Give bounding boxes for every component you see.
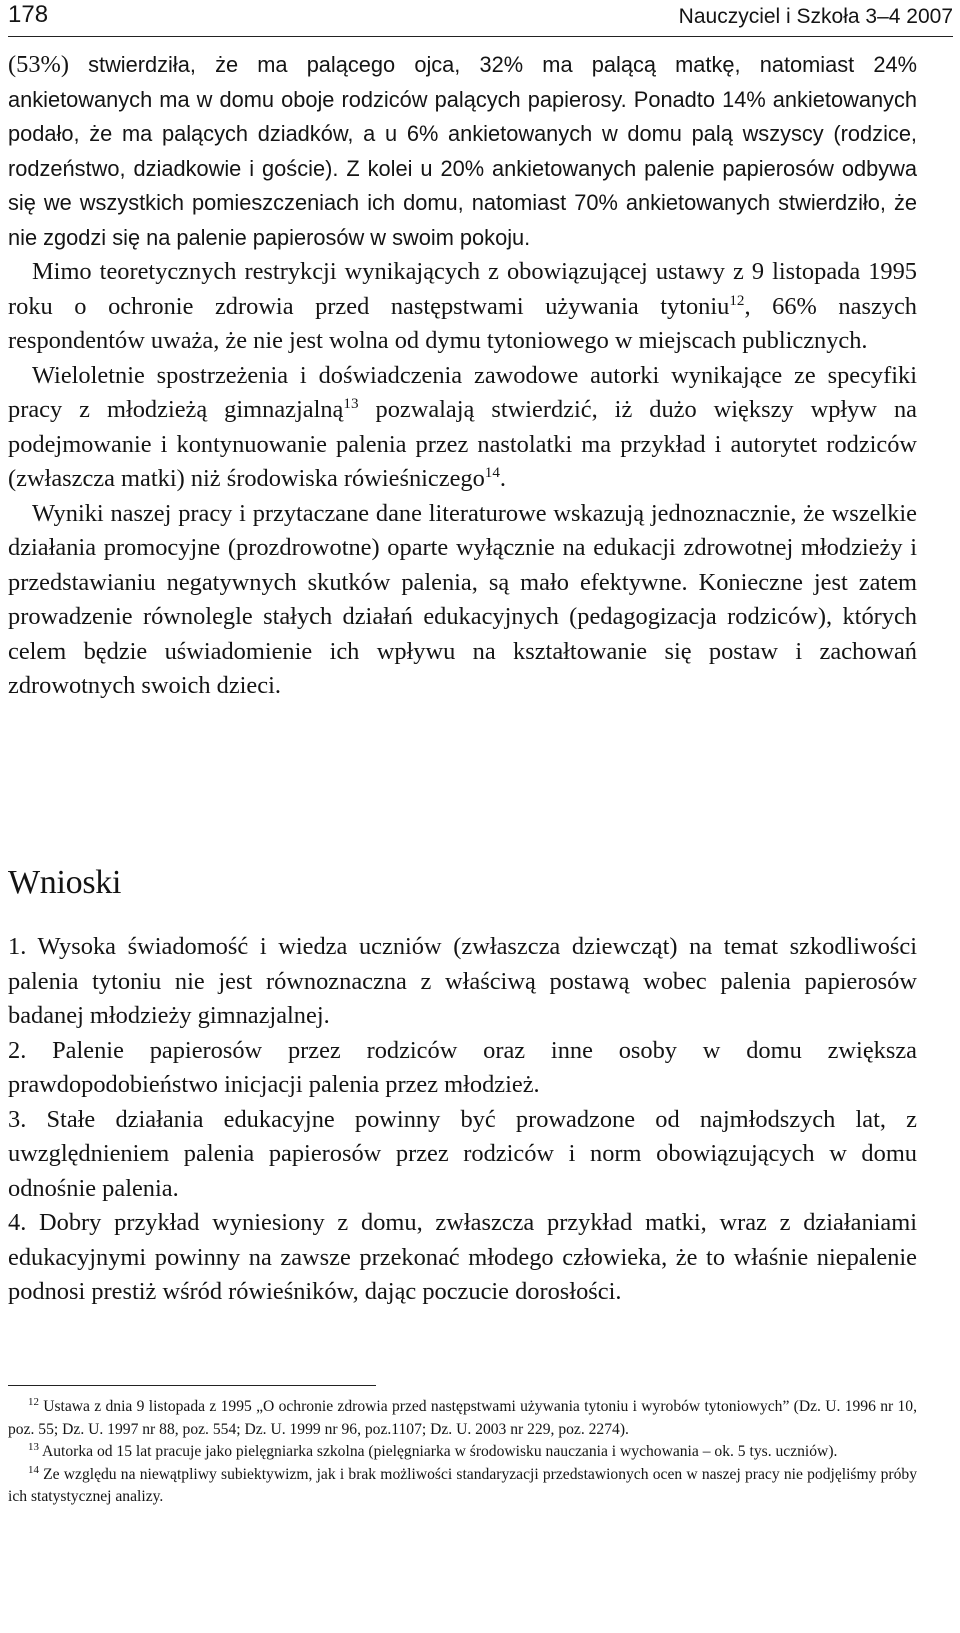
journal-title: Nauczyciel i Szkoła 3–4 2007 <box>678 5 953 28</box>
footnote-12 <box>8 1396 917 1441</box>
footnote-14 <box>8 1464 917 1509</box>
paragraph-1-rest: Ponadto 14% ankietowanych podało, że ma palących dziadków, a u 6% ankietowanych w domu palą wszyscy (rodzice, rodzeństwo, dziadkowie i goście). Z kolei u 20% ankietowanych palenie papierosów odbywa się we wszystkich pomieszczeniach ich domu, natomiast 70% ankietowanych stwierdziło, że nie zgodzi się na palenie papierosów w swoim pokoju. <box>8 86 917 250</box>
paragraph-3-text-c: . <box>499 465 507 492</box>
conclusions-list <box>8 930 917 1310</box>
footnote-ref-13[interactable]: 13 <box>343 395 359 412</box>
paragraph-4: Wyniki naszej pracy i przytaczane dane literaturowe wskazują jednoznacznie, że wszelkie działania promocyjne (prozdrowotne) oparte wyłącznie na edukacji zdrowotnej młodzieży i przedstawianiu negatywnych skutków palenia, są mało efektywne. Konieczne jest zatem prowadzenie równolegle stałych działań edukacyjnych (pedagogizacja rodziców), których celem będzie uświadomienie ich wpływu na kształtowanie się postaw i zachowań zdrowotnych swoich dzieci. <box>8 499 917 699</box>
page-number: 178 <box>8 1 49 28</box>
footnote-number: 14 <box>28 1463 39 1476</box>
paragraph-2-text-b: , 66% naszych respondentów uważa, że nie jest wolna od dymu tytoniowego w miejscach publicznych. <box>8 292 917 354</box>
paragraph-2 <box>8 255 917 359</box>
paragraph-2-text-a: Mimo teoretycznych restrykcji wynikających z obowiązującej ustawy z 9 listopada 1995 roku o ochronie zdrowia przed następstwami używania tytoniu <box>8 258 917 320</box>
footnotes <box>8 1396 917 1509</box>
paragraph-1-lead: (53%) <box>8 51 69 78</box>
footnote-13 <box>8 1441 917 1464</box>
footnote-number: 13 <box>28 1440 39 1453</box>
body-text <box>8 48 917 704</box>
footnote-ref-14[interactable]: 14 <box>484 464 500 481</box>
conclusion-item-1: 1. Wysoka świadomość i wiedza uczniów (zwłaszcza dziewcząt) na temat szkodliwości palenia tytoniu nie jest równoznaczna z właściwą postawą wobec palenia papierosów badanej młodzieży gimnazjalnej. <box>8 933 917 1029</box>
paragraph-1 <box>8 48 917 255</box>
paragraph-3-text-a: Wieloletnie spostrzeżenia i doświadczenia zawodowe autorki wynikające ze specyfiki pracy z młodzieżą gimnazjalną <box>8 361 917 423</box>
footnote-text: Ustawa z dnia 9 listopada z 1995 „O ochronie zdrowia przed następstwami używania tytoniu i wyrobów tytoniowych” (Dz. U. 1996 nr 10, poz. 55; Dz. U. 1997 nr 88, poz. 554; Dz. U. 1999 nr 96, poz.1107; Dz. U. 2003 nr 229, poz. 2274). <box>8 1398 917 1438</box>
conclusion-item-3: 3. Stałe działania edukacyjne powinny być prowadzone od najmłodszych lat, z uwzględnieniem palenia papierosów przez rodziców i norm obowiązujących w domu odnośnie palenia. <box>8 1105 917 1202</box>
conclusion-item-2: 2. Palenie papierosów przez rodziców oraz inne osoby w domu zwiększa prawdopodobieństwo inicjacji palenia przez młodzież. <box>8 1036 917 1098</box>
footnote-number: 12 <box>28 1395 39 1408</box>
paragraph-3-text-b: pozwalają stwierdzić, iż dużo większy wpływ na podejmowanie i kontynuowanie palenia przez nastolatki ma przykład i autorytet rodziców (zwłaszcza matki) niż środowiska rówieśniczego <box>8 396 917 492</box>
paragraph-3 <box>8 359 917 497</box>
section-heading: Wnioski <box>8 864 122 901</box>
footnote-text: Ze względu na niewątpliwy subiektywizm, jak i brak możliwości standaryzacji przedstawionych ocen w naszej pracy nie podjęliśmy próby ich statystycznej analizy. <box>8 1465 917 1505</box>
running-header <box>8 0 953 37</box>
footnote-text: Autorka od 15 lat pracuje jako pielęgniarka szkolna (pielęgniarka w środowisku nauczania i wychowania – ok. 5 tys. uczniów). <box>38 1443 838 1460</box>
footnote-separator <box>8 1385 376 1386</box>
conclusion-item-4: 4. Dobry przykład wyniesiony z domu, zwłaszcza przykład matki, wraz z działaniami edukacyjnymi powinny na zawsze przekonać młodego człowieka, że to właśnie niepalenie podnosi prestiż wśród rówieśników, dając poczucie dorosłości. <box>8 1209 917 1305</box>
paragraph-1-mid: stwierdziła, że ma palącego ojca, 32% ma palącą matkę, natomiast 24% ankietowanych ma w domu oboje rodziców palących papierosy. <box>8 52 917 112</box>
footnote-ref-12[interactable]: 12 <box>729 292 745 309</box>
